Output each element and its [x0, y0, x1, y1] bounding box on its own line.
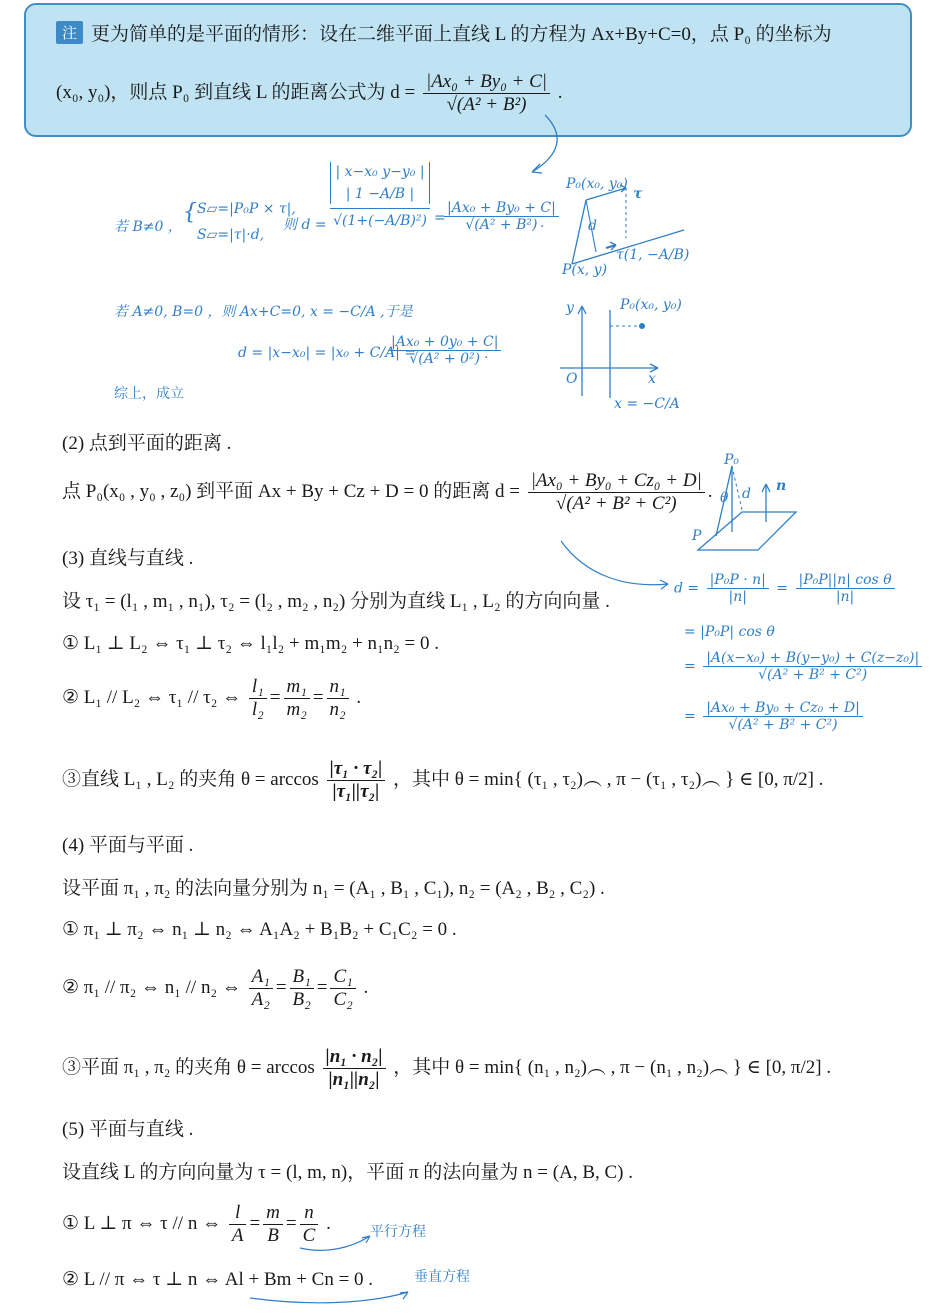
section-5-item-2: ② L // π ⇔ τ ⊥ n ⇔ Al + Bm + Cn = 0 .	[62, 1269, 374, 1290]
derivation-1: d = $\frac{\text{|P₀P · n|}}{|n|}$ = $\frac{\text{|P₀P||n| cos θ}}{|n|}$	[674, 572, 898, 605]
derivation-2: = |P₀P| cos θ	[684, 624, 775, 640]
s3-i3-den: |τ₁||τ₂|	[332, 781, 380, 802]
case-a-num: |Ax₀ + 0y₀ + C|	[388, 334, 501, 351]
s3-i3-prefix: ③直线 L₁ , L₂ 的夹角 θ = arccos	[62, 768, 319, 790]
case-b-den: √(1+(−A/B)²)	[330, 208, 430, 229]
figure-plane	[676, 452, 806, 562]
s5-i1-f2n: m	[263, 1202, 283, 1225]
case-b-det-top: | x−x₀ y−y₀ |	[335, 164, 425, 180]
fig1-p-label: P(x, y)	[562, 262, 608, 278]
fig3-n-label: n	[776, 478, 787, 494]
note-perp: 垂直方程	[414, 1269, 470, 1285]
fig3-d-label: d	[742, 486, 751, 502]
s3-i2-f2n: m₁	[284, 676, 310, 699]
case-b-equals: =	[434, 210, 446, 226]
deriv1-den-a: |n|	[728, 589, 747, 605]
s4-i3-prefix: ③平面 π₁ , π₂ 的夹角 θ = arccos	[62, 1056, 315, 1078]
s4-i2-f3n: C₁	[330, 966, 355, 989]
s3-i2-f2d: m₂	[286, 699, 307, 720]
s4-i2-f1d: A₂	[251, 989, 270, 1010]
section-3-title: (3) 直线与直线 .	[62, 548, 194, 569]
section-5-title: (5) 平面与直线 .	[62, 1119, 194, 1140]
fig3-p0-label: P₀	[724, 452, 740, 468]
section-4-def: 设平面 π₁ , π₂ 的法向量分别为 n₁ = (A₁ , B₁ , C₁), n₂ = (A₂ , B₂ , C₂) .	[62, 878, 605, 899]
summary-text: 综上，成立	[114, 386, 184, 402]
section-4-item-1: ① π₁ ⊥ π₂ ⇔ n₁ ⊥ n₂ ⇔ A₁A₂ + B₁B₂ + C₁C₂ = 0 .	[62, 919, 457, 940]
fig2-line-label: x = −C/A	[614, 396, 680, 412]
s3-i3-suffix: ，其中 θ = min{ (τ₁ , τ₂)︵ , π − (τ₁ , τ₂)︵ } ∈ [0, π/2] .	[393, 768, 824, 790]
case-a-den: √(A² + 0²)	[409, 351, 481, 367]
fig1-dir-label: τ(1, −A/B)	[616, 247, 690, 263]
section-3-item-2: ② L₁ // L₂ ⇔ τ₁ // τ₂ ⇔ $\frac{\text{l₁}}{\text{l₂}}$ = $\frac{\text{m₁}}{\text{m₂}}$ = $\frac{\text{n₁}}{\text{n₂}}$ .	[62, 676, 362, 720]
section-2-num: |Ax₀ + By₀ + Cz₀ + D|	[528, 470, 705, 493]
s5-i1-f1d: A	[231, 1225, 244, 1246]
fig2-x-label: x	[648, 371, 656, 387]
fig3-p-label: P	[692, 528, 702, 544]
fig2-o-label: O	[566, 371, 578, 387]
section-2-title: (2) 点到平面的距离 .	[62, 433, 232, 454]
s4-i3-den: |n₁||n₂|	[328, 1069, 380, 1090]
section-4-item-3	[62, 1046, 831, 1091]
fig2-y-label: y	[566, 300, 574, 316]
case-b-label: 若 B≠0 ，	[114, 219, 182, 235]
fig1-d-label: d	[588, 218, 597, 234]
s3-i2-f3d: n₂	[329, 699, 346, 720]
note-perp-underline	[248, 1282, 418, 1308]
s4-i2-f2d: B₂	[292, 989, 311, 1010]
section-2-formula: 点 P₀(x₀ , y₀ , z₀) 到平面 Ax + By + Cz + D = 0 的距离 d = $\frac{\text{|Ax₀ + By₀ + Cz₀ + D|}}{\text{√(A² + B² + C²)}}$ .	[62, 470, 713, 514]
case-b-determinant	[330, 162, 430, 229]
section-3-def: 设 τ₁ = (l₁ , m₁ , n₁), τ₂ = (l₂ , m₂ , n₂) 分别为直线 L₁ , L₂ 的方向向量 .	[62, 591, 610, 612]
derivation-4: = $\frac{\text{|Ax₀ + By₀ + Cz₀ + D|}}{\text{√(A² + B² + C²)}}$	[684, 700, 866, 733]
section-4-title: (4) 平面与平面 .	[62, 835, 194, 856]
s3-i2-prefix: ② L₁ // L₂ ⇔ τ₁ // τ₂ ⇔	[62, 686, 242, 708]
note-line-1	[56, 19, 832, 46]
s5-i1-prefix: ① L ⊥ π ⇔ τ // n ⇔	[62, 1212, 222, 1234]
deriv4-num: |Ax₀ + By₀ + Cz₀ + D|	[703, 700, 863, 717]
case-b-s1: S▱=|P₀P × τ|,	[197, 201, 296, 217]
s5-i1-f1n: l	[229, 1202, 247, 1225]
case-a-label: 若 A≠0, B=0 ，则 Ax+C=0, x = −C/A ,于是	[114, 304, 413, 320]
fig1-tau-label: τ	[633, 186, 643, 202]
note-line2-suffix: .	[557, 81, 563, 103]
section-3-item-3	[62, 758, 823, 803]
section-5-def: 设直线 L 的方向向量为 τ = (l, m, n)，平面 π 的法向量为 n = (A, B, C) .	[62, 1162, 633, 1183]
case-a-eq: d = |x−x₀| = |x₀ + C/A| =	[238, 345, 417, 361]
section-3-item-1: ① L₁ ⊥ L₂ ⇔ τ₁ ⊥ τ₂ ⇔ l₁l₂ + m₁m₂ + n₁n₂ = 0 .	[62, 633, 440, 654]
s4-i2-f3d: C₂	[333, 989, 353, 1010]
deriv3-num: |A(x−x₀) + B(y−y₀) + C(z−z₀)|	[703, 650, 922, 667]
case-b-result-den: √(A² + B²)	[465, 217, 538, 233]
s4-i2-f1n: A₁	[249, 966, 273, 989]
s5-i1-f3n: n	[300, 1202, 319, 1225]
section-4-item-2: ② π₁ // π₂ ⇔ n₁ // n₂ ⇔ $\frac{\text{A₁}}{\text{A₂}}$ = $\frac{\text{B₁}}{\text{B₂}}$ = $\frac{\text{C₁}}{\text{C₂}}$ .	[62, 966, 369, 1010]
s5-i1-f2d: B	[267, 1225, 279, 1246]
fig3-theta-label: θ	[720, 490, 729, 506]
s4-i3-suffix: ，其中 θ = min{ (n₁ , n₂)︵ , π − (n₁ , n₂)︵ } ∈ [0, π/2] .	[393, 1056, 832, 1078]
case-b-period: .	[540, 215, 545, 231]
s3-i3-num: |τ₁ · τ₂|	[327, 758, 386, 781]
case-b-brace: {	[183, 200, 197, 225]
section-2-text: 点 P₀(x₀ , y₀ , z₀) 到平面 Ax + By + Cz + D = 0 的距离 d =	[62, 480, 520, 502]
s3-i2-f1d: l₂	[251, 699, 264, 720]
s5-i1-f3d: C	[302, 1225, 316, 1246]
case-b-s2: S▱=|τ|·d,	[197, 227, 265, 243]
fig1-p0-label: P₀(x₀, y₀)	[566, 176, 628, 192]
fig2-p0-label: P₀(x₀, y₀)	[620, 297, 682, 313]
deriv4-den: √(A² + B² + C²)	[728, 717, 838, 733]
section-5-item-1: ① L ⊥ π ⇔ τ // n ⇔ $\frac{l}{A}$ = $\frac{m}{B}$ = $\frac{n}{C}$ .	[62, 1202, 331, 1246]
s3-i2-f1n: l₁	[249, 676, 267, 699]
s4-i2-prefix: ② π₁ // π₂ ⇔ n₁ // n₂ ⇔	[62, 976, 241, 998]
s4-i2-f2n: B₁	[290, 966, 314, 989]
case-b-det-bot: | 1 −A/B |	[345, 186, 415, 202]
note-parallel: 平行方程	[370, 1224, 426, 1240]
note-line1-text: 更为简单的是平面的情形：设在二维平面上直线 L 的方程为 Ax+By+C=0，点 P₀ 的坐标为	[91, 24, 832, 45]
derivation-3: = $\frac{\text{|A(x−x₀) + B(y−y₀) + C(z−z₀)|}}{\text{√(A² + B² + C²)}}$	[684, 650, 925, 683]
note-fraction-num: |Ax₀ + By₀ + C|	[423, 71, 550, 94]
s3-i2-f3n: n₁	[327, 676, 349, 699]
case-b-then: 则 d =	[283, 217, 327, 233]
deriv3-den: √(A² + B² + C²)	[758, 667, 868, 683]
s4-i3-num: |n₁ · n₂|	[323, 1046, 386, 1069]
deriv1-num-b: |P₀P||n| cos θ	[796, 572, 895, 589]
section-2-den: √(A² + B² + C²)	[555, 493, 677, 514]
note-tag: 注	[56, 21, 83, 44]
deriv1-num-a: |P₀P · n|	[707, 572, 769, 589]
deriv1-den-b: |n|	[835, 589, 855, 605]
note-line-2	[56, 71, 563, 116]
note-box	[24, 3, 912, 137]
note-fraction-den: √(A² + B²)	[446, 94, 527, 115]
case-a-period: .	[484, 346, 489, 362]
note-line2-prefix: (x₀, y₀)，则点 P₀ 到直线 L 的距离公式为 d =	[56, 81, 416, 103]
note-parallel-arrow	[296, 1230, 376, 1254]
case-b-result-num: |Ax₀ + By₀ + C|	[444, 200, 559, 217]
